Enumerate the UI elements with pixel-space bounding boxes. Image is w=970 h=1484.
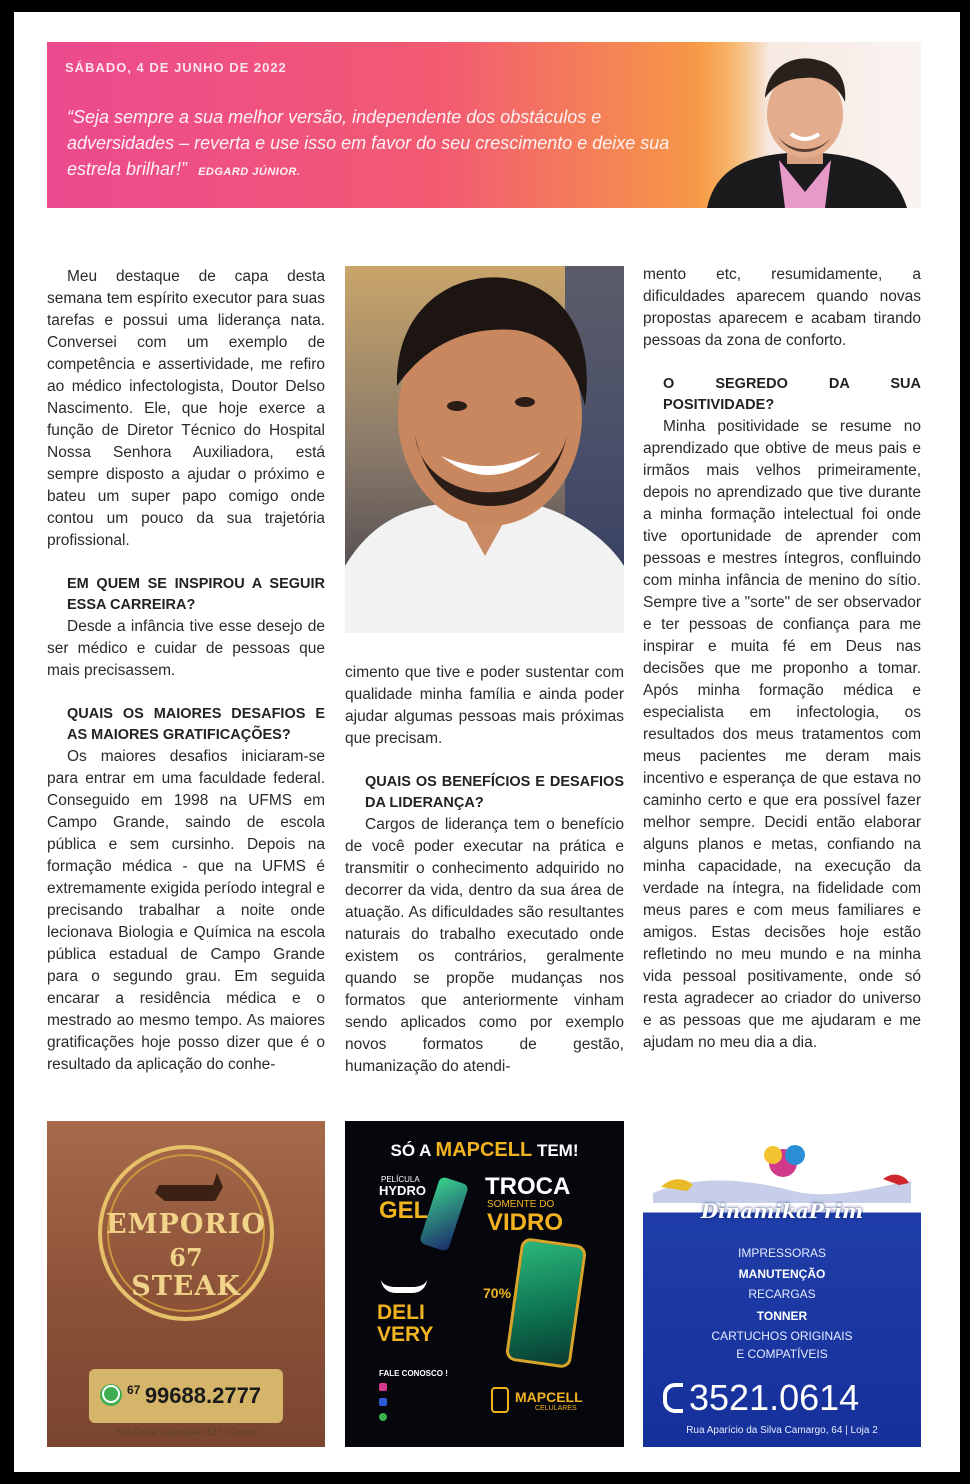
- troca-label: TROCA: [485, 1173, 571, 1200]
- emporio-phone-number: 99688.2777: [144, 1383, 262, 1408]
- deli-label: DELI: [377, 1301, 425, 1324]
- very-label: VERY: [377, 1323, 434, 1346]
- whatsapp-icon: [102, 1385, 120, 1403]
- somente-label: SOMENTE DO: [487, 1199, 555, 1210]
- dinamika-phone[interactable]: 3521.0614: [689, 1377, 860, 1418]
- mapcell-logo-icon: [491, 1387, 509, 1413]
- header-banner: [47, 42, 921, 208]
- columnist-quote: [67, 104, 687, 185]
- quote-author: EDGARD JÚNIOR.: [198, 166, 301, 178]
- service-toner: TONNER: [756, 1309, 808, 1323]
- question-heading: EM QUEM SE INSPIROU A SEGUIR ESSA CARREIRA?: [67, 576, 325, 613]
- answer-paragraph: Minha positividade se resume no aprendizado que obtive de meus pais e irmãos mais velhos primeiramente, depois no aprendizado que tive durante a minha formação intelectual foi onde tive oportunidade de aprender com pessoas e mestres íntegros, confluindo com minha infância de menino do sítio. Sempre tive a "sorte" de ser observador e ter pessoas de confiança para me inspirar e muita fé em Deus nas decisões que me proponho a tomar. Após minha formação médica e especialista em infectologia, os resultados dos meus tratamentos com meus pacientes me deram mais incentivo e esperança de que estava no caminho certo e que era possível fazer melhor sempre. Decidi então elaborar alguns planos e metas, confiando na minha capacidade, na execução da verdade na íntegra, na fidelidade com meus pares e com meus familiares e amigos. Estas decisões hoje estão refletindo no meu mundo e na minha vida pessoal positivamente, onde só resta agradecer ao criador do universo e as pessoas que me ajudaram e me ajudam no meu dia a dia.: [643, 418, 921, 1051]
- service-compatible: E COMPATÍVEIS: [736, 1347, 828, 1361]
- pelicula-label: PELÍCULA: [381, 1175, 420, 1184]
- mapcell-brand-sub: CELULARES: [535, 1405, 577, 1412]
- article-intro: Meu destaque de capa desta semana tem espírito executor para suas tarefas e possui uma liderança nata. Conversei com um exemplo de competência e assertividade, me refiro ao médico infectologista, Doutor Delso Nascimento. Ele, que hoje exerce a função de Diretor Técnico do Hospital Nossa Senhora Auxiliadora, está sempre disposto a ajudar o próximo e bateu um super papo comigo onde contou um pouco da sua trajetória profissional.: [47, 268, 325, 549]
- emporio-address: Rua Oscar Guimarães 517 | Centro: [115, 1427, 257, 1437]
- dinamikaprim-ad[interactable]: [643, 1121, 921, 1447]
- instagram-icon: [379, 1383, 387, 1391]
- phone-icon: [663, 1383, 683, 1413]
- discount-badge: 70%: [483, 1285, 512, 1301]
- mapcell-tagline: [345, 1139, 624, 1162]
- emporio-name-3: STEAK: [131, 1271, 241, 1302]
- whatsapp-icon: [379, 1413, 387, 1421]
- answer-paragraph: Desde a infância tive esse desejo de ser médico e cuidar de pessoas que mais precisassem.: [47, 618, 325, 679]
- vidro-label: VIDRO: [487, 1209, 564, 1236]
- tagline-brand: MAPCELL: [435, 1139, 533, 1161]
- dinamika-address: Rua Aparício da Silva Camargo, 64 | Loja 2: [686, 1425, 878, 1436]
- issue-date: SÁBADO, 4 DE JUNHO DE 2022: [65, 60, 287, 75]
- tagline-a: SÓ A: [390, 1141, 431, 1160]
- mapcell-brand: MAPCELL: [515, 1389, 583, 1405]
- service-printers: IMPRESSORAS: [737, 1246, 827, 1260]
- emporio-phone[interactable]: [127, 1383, 261, 1409]
- article-column-3: [643, 264, 921, 1054]
- answer-paragraph: Cargos de liderança tem o benefício de você poder executar na prática e transmitir o conhecimento adquirido no decorrer da vida, dentro da sua área de atuação. As dificuldades são resultantes naturais do trabalho executado onde existem os contrários, geralmente quando se propõe mudanças nos formatos que anteriormente vinham sendo aplicados como por exemplo novos formatos de gestão, humanização do atendi-: [345, 816, 624, 1075]
- question-heading: O SEGREDO DA SUA POSITIVIDADE?: [663, 376, 921, 413]
- mapcell-ad[interactable]: [345, 1121, 624, 1447]
- service-maintenance: MANUTENÇÃO: [738, 1267, 826, 1281]
- continued-paragraph: cimento que tive e poder sustentar com qualidade minha família e ainda poder ajudar algumas pessoas mais próximas que precisam.: [345, 664, 624, 747]
- gel-label: GEL: [379, 1197, 429, 1224]
- smartphone-icon: [505, 1237, 588, 1369]
- columnist-photo: [687, 42, 921, 208]
- contact-label: FALE CONOSCO !: [379, 1369, 448, 1378]
- service-refills: RECARGAS: [748, 1287, 816, 1301]
- continued-paragraph: mento etc, resumidamente, a dificuldades aparecem quando novas propostas aparecem e acabam tirando pessoas da zona de conforto.: [643, 266, 921, 349]
- hydro-label: HYDRO: [379, 1183, 426, 1198]
- service-cartridges: CARTUCHOS ORIGINAIS: [711, 1329, 853, 1343]
- answer-paragraph: Os maiores desafios iniciaram-se para entrar em uma faculdade federal. Conseguido em 1998 na UFMS em Campo Grande, saindo de escola pública e sem cursinho. Depois na formação médica - que na UFMS é extremamente exigida período integral e precisando trabalhar a noite onde lecionava Biologia e Química na escola pública estadual de Campo Grande para o segundo grau. Em seguida encarar a residência médica e o mestrado ao mesmo tempo. As maiores gratificações hoje posso dizer que é o resultado da aplicação do conhe-: [47, 748, 325, 1073]
- facebook-icon: [379, 1398, 387, 1406]
- question-heading: QUAIS OS BENEFÍCIOS E DESAFIOS DA LIDERANÇA?: [365, 774, 624, 811]
- scooter-icon: [381, 1267, 427, 1293]
- emporio-name-1: EMPORIO: [106, 1209, 266, 1240]
- quote-text: “Seja sempre a sua melhor versão, independente dos obstáculos e adversidades – reverta e use isso em favor do seu crescimento e deixe sua estrela brilhar!”: [67, 107, 670, 179]
- dinamika-brand: DinamikaPrim: [700, 1199, 864, 1223]
- emporio-name-2: 67: [169, 1243, 203, 1272]
- article-column-2: [345, 662, 624, 1078]
- emporio-phone-prefix: 67: [127, 1383, 141, 1397]
- tagline-c: TEM!: [536, 1141, 579, 1160]
- emporio-steak-ad[interactable]: [47, 1121, 325, 1447]
- article-column-1: [47, 266, 325, 1076]
- question-heading: QUAIS OS MAIORES DESAFIOS E AS MAIORES GRATIFICAÇÕES?: [67, 706, 325, 743]
- interviewee-photo: [345, 266, 624, 633]
